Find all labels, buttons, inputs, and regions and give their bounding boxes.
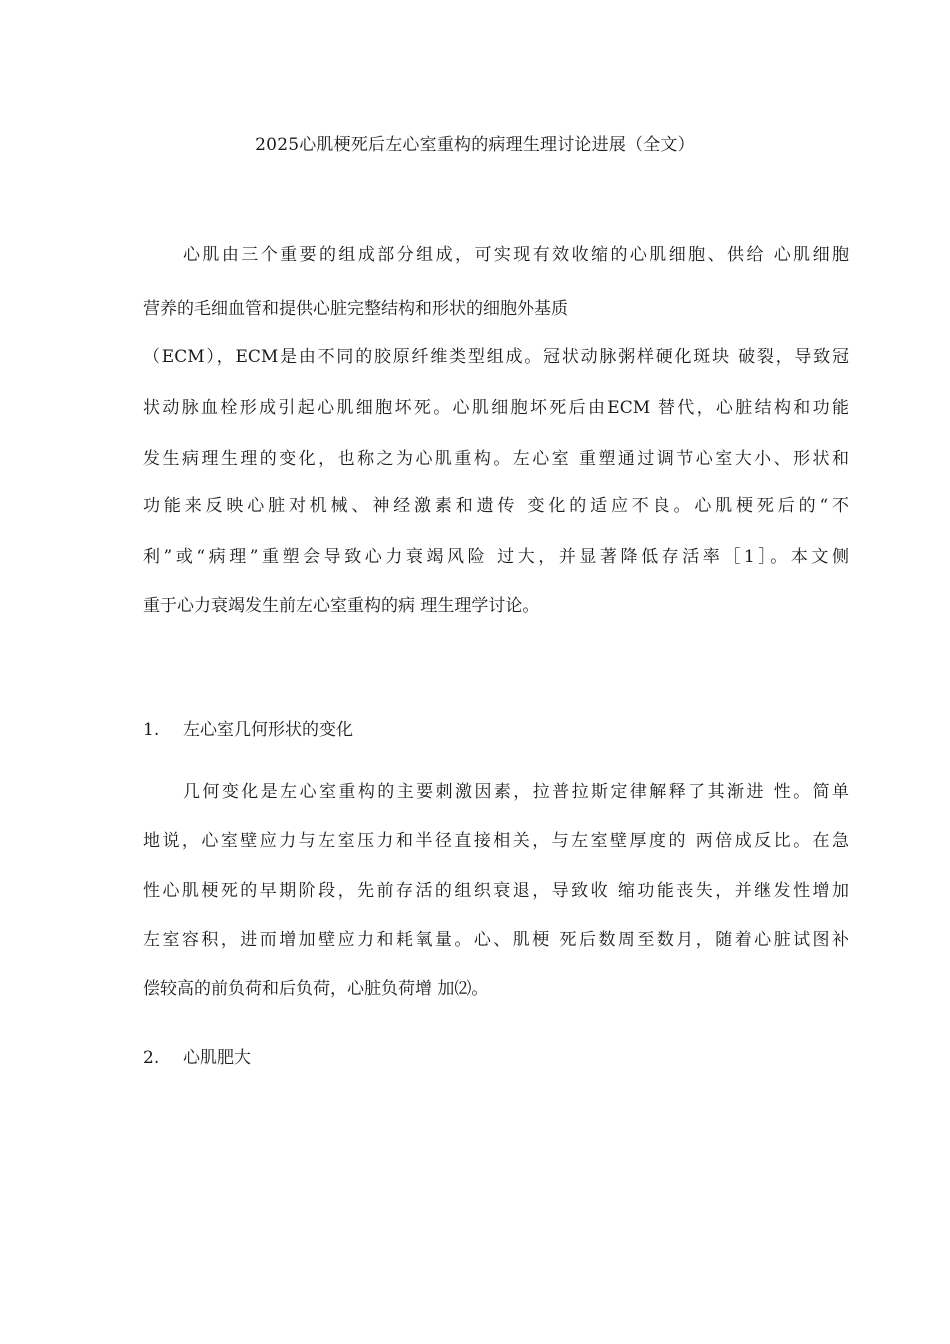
intro-line: 心肌由三个重要的组成部分组成，可实现有效收缩的心肌细胞、供给 心肌细胞 xyxy=(183,245,849,265)
section-number: 1. xyxy=(143,720,160,740)
section-heading-2 xyxy=(143,1046,251,1070)
section-heading-1 xyxy=(143,718,353,742)
section-title: 左心室几何形状的变化 xyxy=(183,720,353,740)
intro-line: 功能来反映心脏对机械、神经激素和遗传 变化的适应不良。心肌梗死后的“不 xyxy=(143,496,849,516)
section1-line: 左室容积，进而增加壁应力和耗氧量。心、肌梗 死后数周至数月，随着心脏试图补 xyxy=(143,930,849,950)
section1-line: 几何变化是左心室重构的主要刺激因素，拉普拉斯定律解释了其渐进 性。简单 xyxy=(183,782,849,802)
section1-line: 性心肌梗死的早期阶段，先前存活的组织衰退，导致收 缩功能丧失，并继发性增加 xyxy=(143,881,849,901)
intro-line: 发生病理生理的变化，也称之为心肌重构。左心室 重塑通过调节心室大小、形状和 xyxy=(143,449,849,469)
section-number: 2. xyxy=(143,1048,160,1068)
intro-line: 重于心力衰竭发生前左心室重构的病 理生理学讨论。 xyxy=(143,596,540,616)
section-title: 心肌肥大 xyxy=(183,1048,251,1068)
section1-line: 地说，心室壁应力与左室压力和半径直接相关，与左室壁厚度的 两倍成反比。在急 xyxy=(143,831,849,851)
section1-line: 偿较高的前负荷和后负荷，心脏负荷增 加⑵。 xyxy=(143,979,489,999)
intro-line: 利”或“病理”重塑会导致心力衰竭风险 过大，并显著降低存活率［1］。本文侧 xyxy=(143,547,849,567)
intro-line: （ECM），ECM是由不同的胶原纤维类型组成。冠状动脉粥样硬化斑块 破裂，导致冠 xyxy=(143,347,849,367)
intro-line: 营养的毛细血管和提供心脏完整结构和形状的细胞外基质 xyxy=(143,299,568,319)
intro-line: 状动脉血栓形成引起心肌细胞坏死。心肌细胞坏死后由ECM 替代，心脏结构和功能 xyxy=(143,398,849,418)
document-title: 2025心肌梗死后左心室重构的病理生理讨论进展（全文） xyxy=(255,135,695,155)
